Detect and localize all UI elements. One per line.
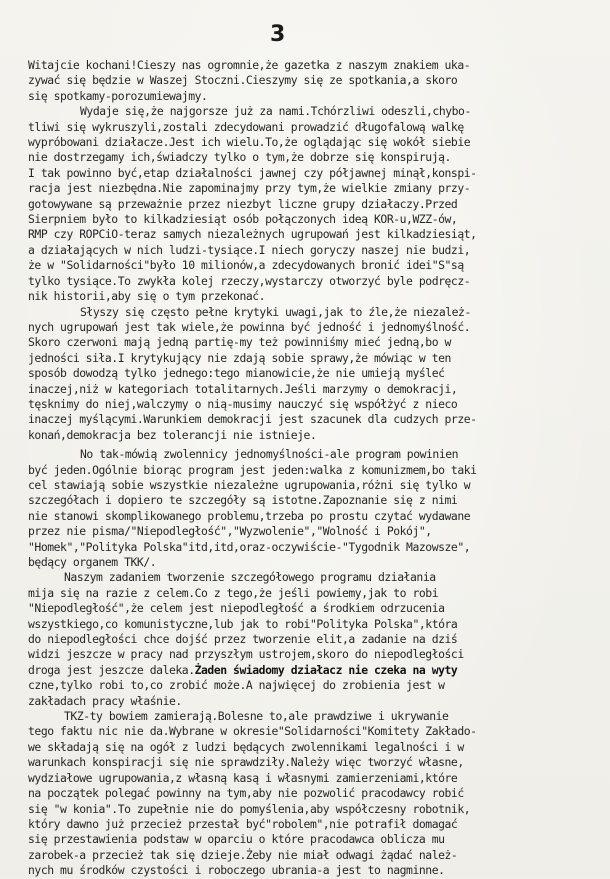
text-line: tylko tysiące.To zwykła kolej rzeczy,wystarczy otworzyć byle podręcz- <box>28 273 471 288</box>
text-line: wszystkiego,co komunistyczne,lub jak to robi"Polityka Polska",która <box>28 616 458 631</box>
text-line: zakładach pracy właśnie. <box>28 693 182 708</box>
text-line: tliwi się wykruszyli,zostali zdecydowani prowadzić długofalową walkę <box>28 119 464 134</box>
paragraph <box>28 709 594 878</box>
text-line: wydziałowe ugrupowania,z własną kasą i własnymi zamierzeniami,które <box>28 770 458 785</box>
text-line: "Niepodległość",że celem jest niepodległość a środkiem odrzucenia <box>28 601 445 616</box>
text-line: mija się na razie z celem.Co z tego,że jeśli powiemy,jak to robi <box>28 585 439 600</box>
text-line: do niepodległości chce dojść przez tworzenie elit,a zadanie na dziś <box>28 632 458 647</box>
text-line: być jeden.Ogólnie biorąc program jest jeden:walka z komunizmem,bo taki <box>28 462 477 477</box>
text-line: się spotkamy-porozumiewajmy. <box>28 88 208 103</box>
text-line: przez nie pisma/"Niepodległość","Wyzwolenie","Wolność i Pokój", <box>28 524 432 539</box>
text-line: Skoro czerwoni mają jedną partię-my też powinniśmy mieć jedną,bo w <box>28 335 451 350</box>
text-line: się przestawienia podstaw w oparciu o które pracodawca oblicza mu <box>28 832 445 847</box>
paragraph <box>28 570 594 709</box>
text-line: TKZ-ty bowiem zamierają.Bolesne to,ale prawdziwe i ukrywanie <box>64 709 449 724</box>
text-line: nie dostrzegamy ich,świadczy tylko o tym,że dobrze się konspirują. <box>28 150 451 165</box>
text-line: "Homek","Polityka Polska"itd,itd,oraz-oczywiście-"Tygodnik Mazowsze", <box>28 539 471 554</box>
text-line: I tak powinno być,etap działalności jawnej czy półjawnej minął,konspi- <box>28 165 477 180</box>
text-line: nik historii,aby się o tym przekonać. <box>28 289 266 304</box>
text-line: sposób dowodzą tylko jednego:tego mianowicie,że nie umieją myśleć <box>28 366 445 381</box>
text-line: zywać się będzie w Waszej Stoczni.Cieszymy się ze spotkania,a skoro <box>28 73 458 88</box>
text-line: czne,tylko robi to,co zrobić może.A najwięcej do zrobienia jest w <box>28 678 445 693</box>
text-line: Wydaje się,że najgorsze już za nami.Tchórzliwi odeszli,chybo- <box>80 104 471 119</box>
text-line: nie stanowi skomplikowanego problemu,trzeba po prostu czytać wydawane <box>28 508 471 523</box>
text-line: cel stawiają sobie wszystkie niezależne ugrupowania,różni się tylko w <box>28 477 471 492</box>
emphasized-statement: Żaden świadomy działacz nie czeka na wyty <box>194 662 458 677</box>
text-line: konań,demokracja bez tolerancji nie istnieje. <box>28 427 317 442</box>
text-line: RMP czy ROPCiO-teraz samych niezależnych ugrupowań jest kilkadziesiąt, <box>28 227 477 242</box>
text-line: we składają się na ogół z ludzi będących zwolennikami legalności i w <box>28 739 464 754</box>
page-number: 3 <box>270 22 286 47</box>
text-line: warunkach konspiracji się nie sprawdziły.Należy więc tworzyć własne, <box>28 755 464 770</box>
text-line: racja jest niezbędna.Nie zapominajmy przy tym,że wielkie zmiany przy- <box>28 181 471 196</box>
text-line <box>28 663 594 678</box>
text-line: będący organem TKK/. <box>28 555 157 569</box>
paragraph <box>28 447 594 570</box>
text-line: nych ugrupowań jest tak wiele,że powinna być jedność i jednomyślność. <box>28 319 471 334</box>
text-line: się "w konia".To zupełnie nie do pomyślenia,aby współczesny robotnik, <box>28 801 471 816</box>
paragraph <box>28 58 594 104</box>
text-line: Naszym zadaniem tworzenie szczegółowego programu działania <box>64 570 436 585</box>
text-line: na początek polegać powinny na tym,aby nie pozwolić pracodawcy robić <box>28 786 464 801</box>
paragraph <box>28 104 594 304</box>
text-line: Słyszy się często pełne krytyki uwagi,jak to źle,że niezależ- <box>80 304 471 319</box>
text-line: tęsknimy do niej,walczymy o nią-musimy nauczyć się współżyć z nieco <box>28 396 458 411</box>
text-line: a działających w nich ludzi-tysiące.I niech goryczy naszej nie budzi, <box>28 242 471 257</box>
text-line: Witajcie kochani!Cieszy nas ogromnie,że gazetka z naszym znakiem uka- <box>28 58 471 72</box>
text-line: Sierpniem było to kilkadziesiąt osób połączonych ideą KOR-u,WZZ-ów, <box>28 212 458 227</box>
text-line: który dawno już przecież przestał być"robolem",nie potrafił domagać <box>28 816 458 831</box>
text-line: jedności siła.I krytykujący nie zdają sobie sprawy,że mówiąc w ten <box>28 350 451 365</box>
sentence-fragment: droga jest jeszcze daleka. <box>28 662 195 677</box>
text-line: inaczej,niż w kategoriach totalitarnych.Jeśli marzymy o demokracji, <box>28 381 458 396</box>
text-line: widzi jeszcze w pracy nad przyszłym ustrojem,skoro do niepodległości <box>28 647 464 662</box>
text-line: nych mu środków czystości i roboczego ubrania-a jest to nagminne. <box>28 863 445 878</box>
text-line: inaczej myślącymi.Warunkiem demokracji jest szacunek dla cudzych prze- <box>28 412 477 427</box>
text-line: zarobek-a przecież tak się dzieje.Żeby nie miał odwagi żądać należ- <box>28 847 458 862</box>
text-line: szczegółach i dopiero te szczegóły są istotne.Zapoznanie się z nimi <box>28 493 458 508</box>
text-line: gotowywane są przeważnie przez niezbyt liczne grupy działaczy.Przed <box>28 196 458 211</box>
text-line: wypróbowani działacze.Jest ich wielu.To,że oglądając się wokół siebie <box>28 135 471 150</box>
text-line: No tak-mówią zwolennicy jednomyślności-ale program powinien <box>80 447 459 462</box>
article-body <box>28 58 594 879</box>
text-line: tego faktu nic nie da.Wybrane w okresie"Solidarności"Komitety Zakłado- <box>28 724 477 739</box>
paragraph <box>28 305 594 444</box>
text-line: że w "Solidarności"było 10 milionów,a zdecydowanych bronić idei"S"są <box>28 258 464 273</box>
